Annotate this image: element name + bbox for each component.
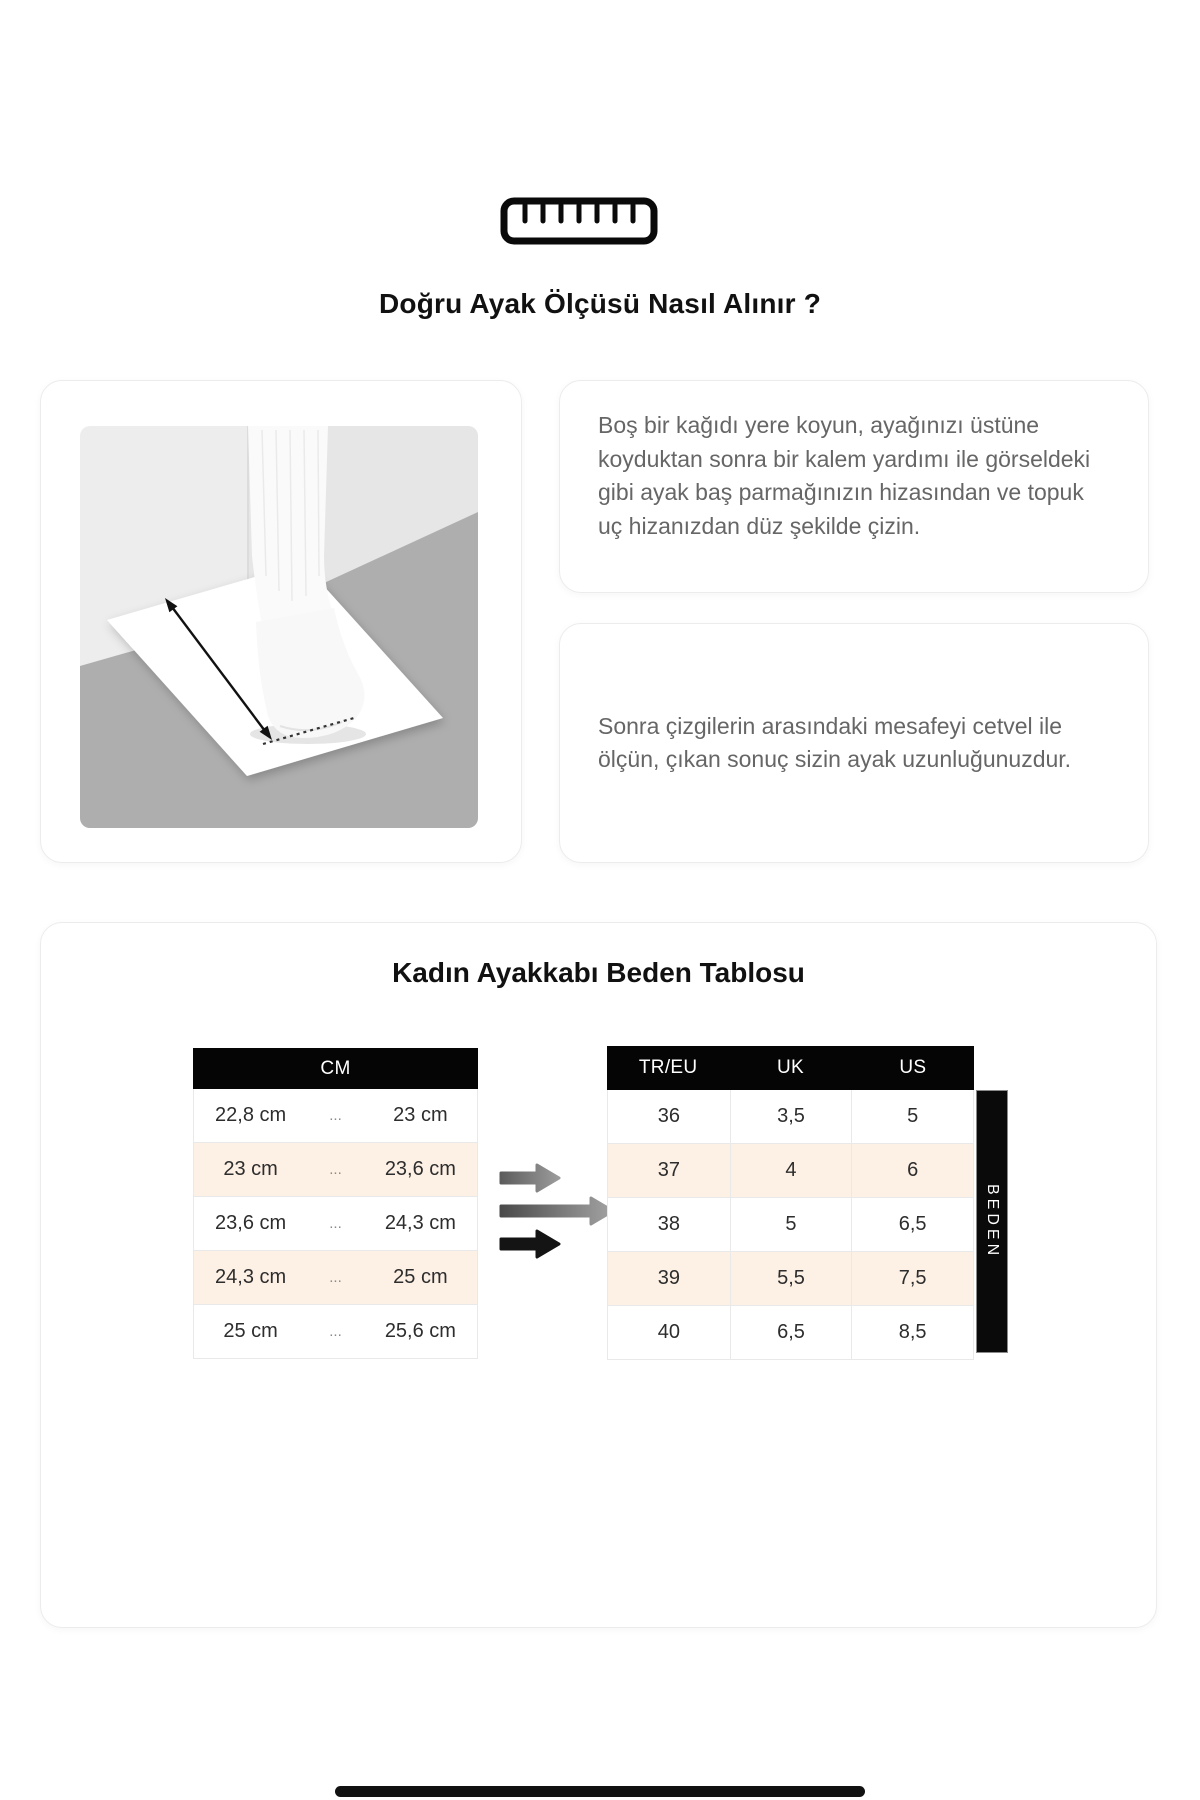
cm-table-header: CM xyxy=(193,1048,478,1089)
cm-table-row: 23 cm ... 23,6 cm xyxy=(194,1142,477,1196)
size-table-row: 36 3,5 5 xyxy=(608,1090,973,1143)
size-table-row: 39 5,5 7,5 xyxy=(608,1251,973,1305)
ruler-icon xyxy=(500,197,658,245)
foot-measurement-photo xyxy=(80,426,478,828)
home-indicator-bar xyxy=(335,1786,865,1797)
size-table-row: 37 4 6 xyxy=(608,1143,973,1197)
size-axis-label: BEDEN xyxy=(984,1183,1001,1260)
size-table xyxy=(607,1046,974,1360)
instruction-step-2-card xyxy=(559,623,1149,863)
instruction-step-1-text: Boş bir kağıdı yere koyun, ayağınızı üstüne koyduktan sonra bir kalem yardımı ile görseldeki gibi ayak baş parmağınızın hizasından ve topuk uç hizanızdan düz şekilde çizin. xyxy=(598,412,1091,539)
size-axis-bar xyxy=(976,1090,1008,1353)
cm-table-row: 25 cm ... 25,6 cm xyxy=(194,1304,477,1358)
cm-table xyxy=(193,1048,478,1359)
size-table-title: Kadın Ayakkabı Beden Tablosu xyxy=(392,957,805,988)
col-us: US xyxy=(899,1057,927,1078)
size-table-card xyxy=(40,922,1157,1628)
instruction-step-1-card xyxy=(559,380,1149,593)
page-title: Doğru Ayak Ölçüsü Nasıl Alınır ? xyxy=(378,288,822,319)
cm-table-row: 24,3 cm ... 25 cm xyxy=(194,1250,477,1304)
measurement-photo-card xyxy=(40,380,522,863)
cm-table-row: 22,8 cm ... 23 cm xyxy=(194,1089,477,1142)
size-table-row: 40 6,5 8,5 xyxy=(608,1305,973,1359)
size-table-header-row xyxy=(607,1046,974,1090)
col-uk: UK xyxy=(776,1057,804,1078)
cm-table-row: 23,6 cm ... 24,3 cm xyxy=(194,1196,477,1250)
col-tr-eu: TR/EU xyxy=(638,1057,698,1078)
arrows-right-icon xyxy=(497,1163,617,1263)
instruction-step-2-text: Sonra çizgilerin arasındaki mesafeyi cetvel ile ölçün, çıkan sonuç sizin ayak uzunluğunuzdur. xyxy=(598,712,1072,772)
size-table-row: 38 5 6,5 xyxy=(608,1197,973,1251)
